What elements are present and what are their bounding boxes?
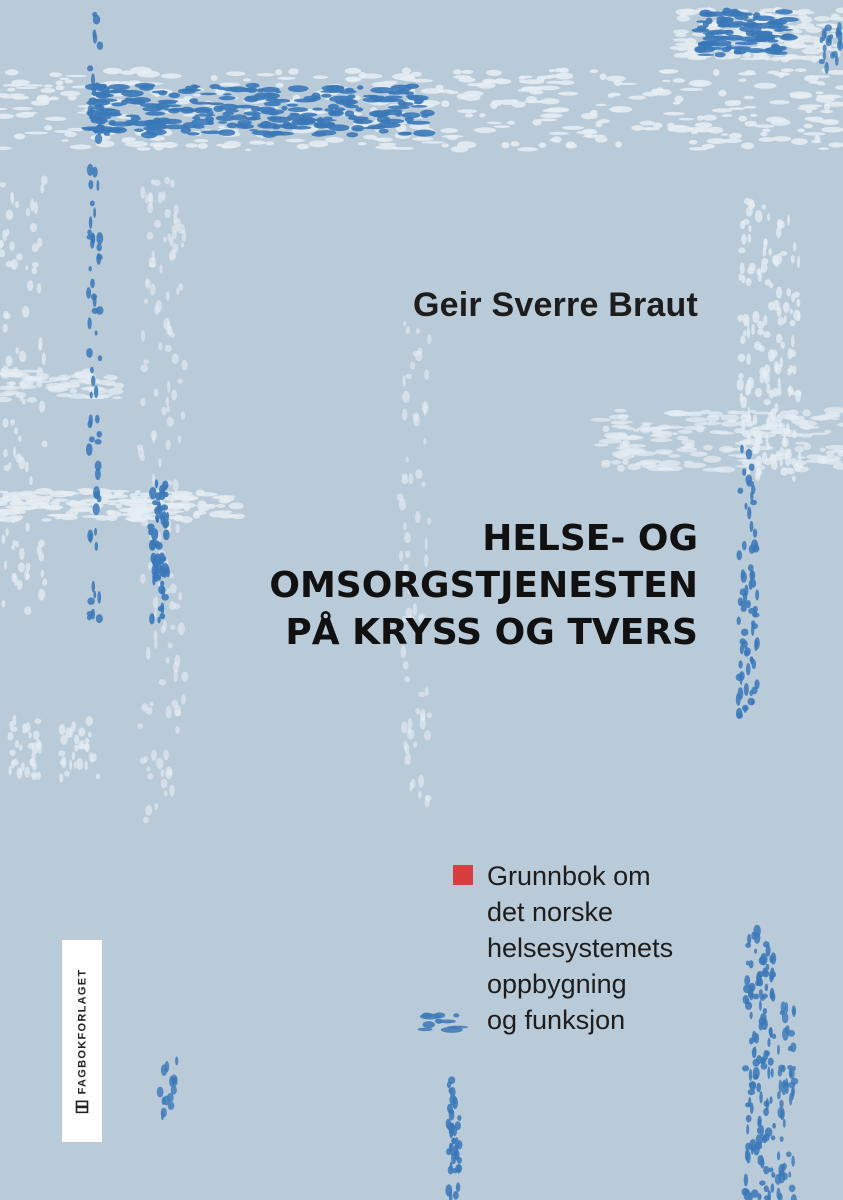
publisher-name: FAGBOKFORLAGET xyxy=(76,968,88,1095)
publisher-tab xyxy=(62,940,102,1142)
title-line: HELSE- OG xyxy=(482,518,698,559)
subtitle-line: oppbygning xyxy=(487,969,627,999)
publisher-mark xyxy=(76,969,89,1114)
title-line: PÅ KRYSS OG TVERS xyxy=(285,612,698,653)
author-name: Geir Sverre Braut xyxy=(413,286,698,324)
subtitle-line: det norske xyxy=(487,897,614,927)
book-title xyxy=(269,515,698,656)
subtitle-line: Grunnbok om xyxy=(487,861,651,891)
subtitle-line: og funksjon xyxy=(487,1005,626,1035)
book-logo-icon xyxy=(76,1100,89,1113)
subtitle-marker-square xyxy=(453,865,473,885)
subtitle-line: helsesystemets xyxy=(487,933,674,963)
book-subtitle xyxy=(487,858,673,1038)
title-line: OMSORGSTJENESTEN xyxy=(269,565,698,606)
